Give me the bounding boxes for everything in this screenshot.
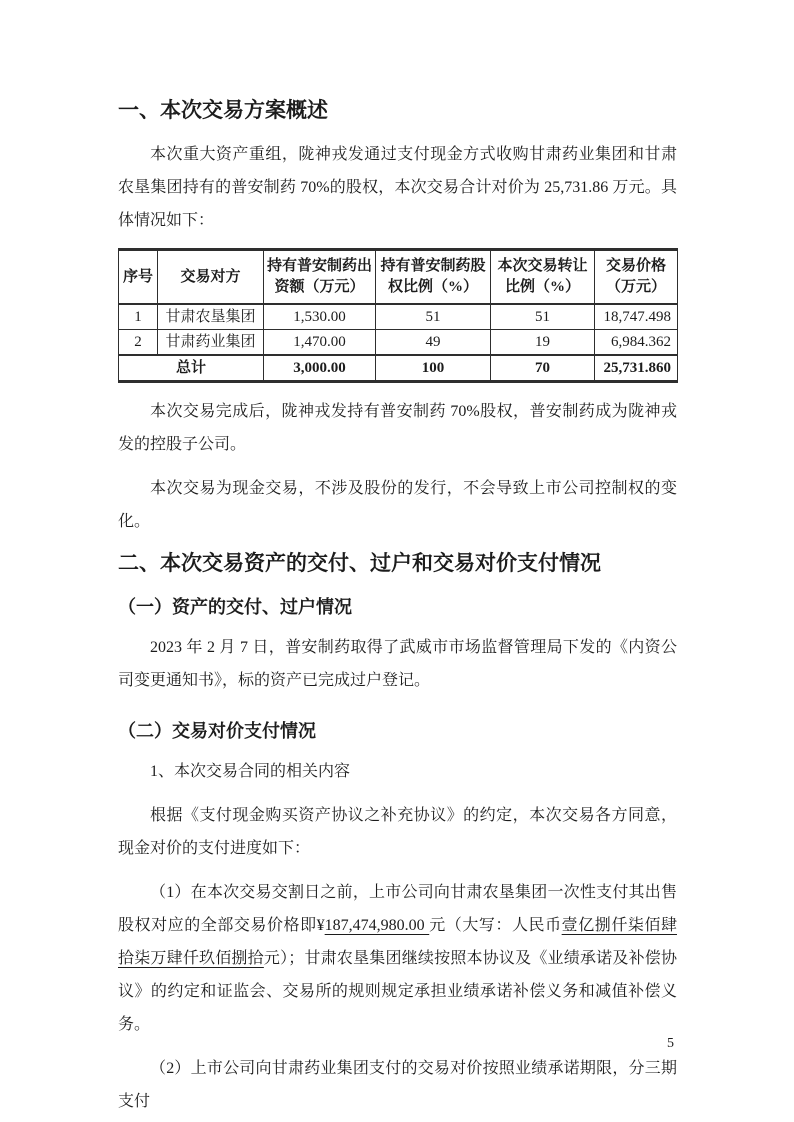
section-2-sub1-paragraph: 2023 年 2 月 7 日，普安制药取得了武威市市场监督管理局下发的《内资公司变更通知书》，标的资产已完成过户登记。: [118, 639, 677, 689]
table-total-row: [119, 355, 678, 382]
header-price-line2: （万元）: [605, 279, 666, 295]
cell-counterparty: 甘肃农垦集团: [158, 304, 264, 330]
header-price: [595, 250, 678, 305]
section-1-paragraph-cash-deal: 本次交易为现金交易，不涉及股份的发行，不会导致上市公司控制权的变化。: [118, 480, 677, 530]
cell-price: 18,747.498: [595, 304, 678, 330]
header-capital-line1: 持有普安制药出: [266, 258, 372, 274]
header-equity-ratio: [376, 250, 491, 305]
section-2-sub2-item1-title: 1、本次交易合同的相关内容: [150, 763, 351, 780]
section-2-heading: 二、本次交易资产的交付、过户和交易对价支付情况: [118, 552, 601, 575]
cell-equity-ratio: 49: [376, 330, 491, 356]
payment-1-amount-chinese: 壹亿捌仟柒佰肆拾柒万肆仟玖佰捌拾: [118, 917, 677, 967]
cell-transfer-ratio: 51: [491, 304, 595, 330]
header-seq-label: 序号: [122, 268, 153, 285]
cell-capital: 1,530.00: [264, 304, 376, 330]
section-1-paragraph-result: 本次交易完成后，陇神戎发持有普安制药 70%股权，普安制药成为陇神戎发的控股子公司。: [118, 403, 677, 453]
header-transfer-ratio: [491, 250, 595, 305]
cell-counterparty: 甘肃药业集团: [158, 330, 264, 356]
total-transfer-ratio: 70: [491, 355, 595, 382]
cell-price: 6,984.362: [595, 330, 678, 356]
header-equity-ratio-line1: 持有普安制药股: [380, 258, 486, 274]
header-counterparty-label: 交易对方: [180, 268, 241, 285]
cell-equity-ratio: 51: [376, 304, 491, 330]
payment-1-text-pre: （1）在本次交易交割日之前，上市公司向甘肃农垦集团一次性支付其出售股权对应的全部交易价格即¥: [118, 884, 677, 934]
section-2-sub1-heading: （一）资产的交付、过户情况: [118, 597, 352, 617]
payment-1-text-mid: 元（大写：人民币: [429, 917, 562, 934]
total-price: 25,731.860: [595, 355, 678, 382]
cell-transfer-ratio: 19: [491, 330, 595, 356]
section-1-heading: 一、本次交易方案概述: [118, 99, 328, 122]
header-transfer-ratio-line2: 比例（%）: [504, 279, 580, 295]
cell-seq: 1: [119, 304, 158, 330]
payment-1-amount-numeric: 187,474,980.00: [324, 917, 430, 934]
table-row: [119, 330, 678, 356]
header-price-line1: 交易价格: [605, 258, 666, 274]
header-equity-ratio-line2: 权比例（%）: [387, 279, 478, 295]
total-capital: 3,000.00: [264, 355, 376, 382]
header-capital: [264, 250, 376, 305]
cell-seq: 2: [119, 330, 158, 356]
section-1-paragraph-overview: 本次重大资产重组，陇神戎发通过支付现金方式收购甘肃药业集团和甘肃农垦集团持有的普安制药 70%的股权，本次交易合计对价为 25,731.86 万元。具体情况如下：: [118, 146, 677, 229]
page-number: 5: [667, 1036, 674, 1051]
transaction-summary-table: [118, 248, 678, 383]
table-header-row: [119, 250, 678, 305]
section-2-sub2-paragraph-intro: 根据《支付现金购买资产协议之补充协议》的约定，本次交易各方同意，现金对价的支付进度如下：: [118, 807, 677, 857]
header-transfer-ratio-line1: 本次交易转让: [497, 258, 588, 274]
section-2-sub2-heading: （二）交易对价支付情况: [118, 721, 316, 741]
cell-capital: 1,470.00: [264, 330, 376, 356]
header-capital-line2: 资额（万元）: [274, 279, 365, 295]
table-row: [119, 304, 678, 330]
payment-1-text-suffix: 元）；甘肃农垦集团继续按照本协议及《业绩承诺及补偿协议》的约定和证监会、交易所的规则规定承担业绩承诺补偿义务和减值补偿义务。: [118, 950, 677, 1033]
section-2-sub2-paragraph-payment-1: [118, 876, 677, 1041]
header-seq: [119, 250, 158, 305]
total-equity-ratio: 100: [376, 355, 491, 382]
section-2-sub2-paragraph-payment-2: （2）上市公司向甘肃药业集团支付的交易对价按照业绩承诺期限，分三期支付: [118, 1060, 677, 1110]
header-counterparty: [158, 250, 264, 305]
total-label: 总计: [119, 355, 264, 382]
